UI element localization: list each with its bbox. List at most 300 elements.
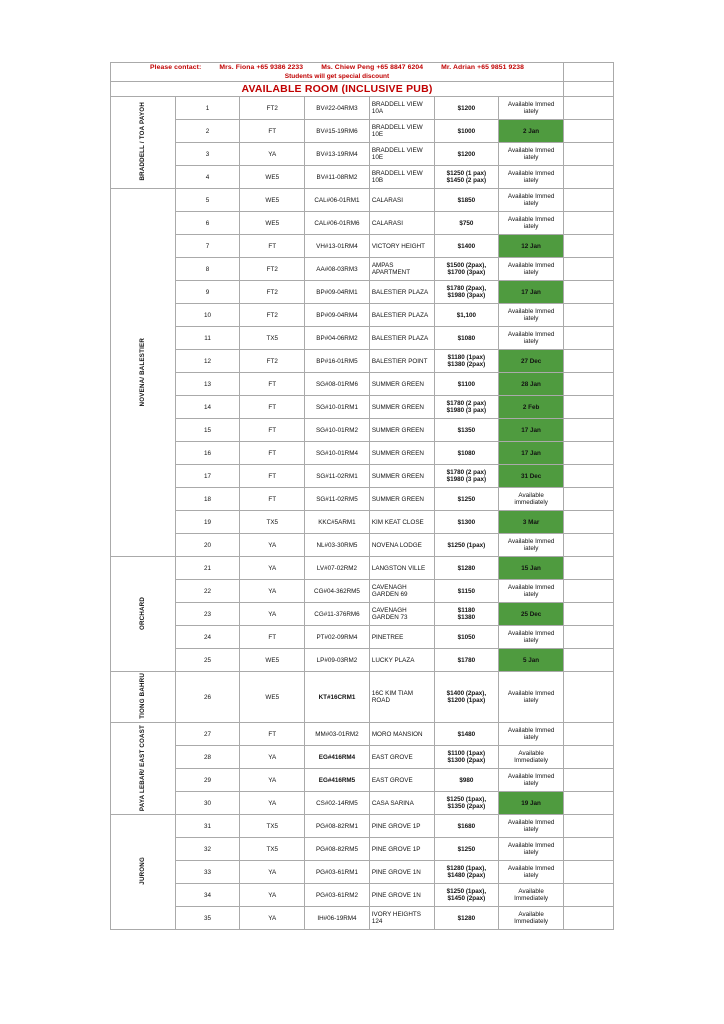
group-label-cell (111, 815, 176, 930)
price-line: $1280 (457, 564, 476, 572)
room-type: FT (240, 465, 305, 488)
availability (499, 442, 564, 465)
unit-code: BV#13-19RM4 (305, 143, 370, 166)
availability-line: iately (523, 223, 539, 231)
availability-line: 31 Dec (520, 472, 542, 480)
contact-header-cell (111, 63, 564, 82)
room-type: FT2 (240, 350, 305, 373)
availability-line: Available Immed (507, 630, 555, 638)
unit-code: BV#22-04RM3 (305, 97, 370, 120)
row-number: 16 (175, 442, 240, 465)
room-type: FT (240, 723, 305, 746)
row-tail-cell (564, 580, 614, 603)
price-line: $1350 (2pax) (447, 803, 486, 811)
room-type: YA (240, 792, 305, 815)
group-label: TIONG BAHRU (138, 673, 146, 720)
availability (499, 746, 564, 769)
availability (499, 603, 564, 626)
availability (499, 373, 564, 396)
property-name: 16C KIM TIAM ROAD (369, 672, 434, 723)
property-name: CALARASI (369, 212, 434, 235)
price-line: $1280 (1pax), (446, 865, 487, 873)
availability-line: immediately (514, 499, 548, 507)
unit-code: KKC#5ARM1 (305, 511, 370, 534)
table-row (111, 815, 614, 838)
price-line: $1380 (2pax) (447, 361, 486, 369)
price-line: $1980 (3 pax) (446, 476, 487, 484)
price (434, 672, 499, 723)
row-tail-cell (564, 304, 614, 327)
price-line: $1180 (457, 607, 475, 615)
room-type: YA (240, 769, 305, 792)
price-line: $1450 (2 pax) (446, 177, 487, 185)
unit-code: MM#03-01RM2 (305, 723, 370, 746)
availability (499, 884, 564, 907)
unit-code: BP#09-04RM1 (305, 281, 370, 304)
row-number: 4 (175, 166, 240, 189)
property-name: CALARASI (369, 189, 434, 212)
row-tail-cell (564, 442, 614, 465)
sheet-title: AVAILABLE ROOM (INCLUSIVE PUB) (241, 83, 433, 96)
group-label-cell (111, 723, 176, 815)
price-line: $1780 (2pax), (446, 285, 487, 293)
availability-line: 15 Jan (521, 564, 541, 572)
property-name: VICTORY HEIGHT (369, 235, 434, 258)
row-tail-cell (564, 511, 614, 534)
table-row (111, 465, 614, 488)
price-line: $1,100 (456, 311, 476, 319)
row-tail-cell (564, 603, 614, 626)
row-tail-cell (564, 350, 614, 373)
unit-code: PG#08-82RM5 (305, 838, 370, 861)
room-type: FT (240, 419, 305, 442)
property-name: BALESTIER PLAZA (369, 327, 434, 350)
price (434, 465, 499, 488)
row-number: 29 (175, 769, 240, 792)
row-tail-cell (564, 419, 614, 442)
room-type: YA (240, 884, 305, 907)
row-tail-cell (564, 465, 614, 488)
row-number: 10 (175, 304, 240, 327)
price-line: $1250 (1 pax) (446, 170, 487, 178)
availability-line: Immediately (514, 895, 549, 903)
row-tail-cell (564, 189, 614, 212)
group-label: PAYA LEBAR/ EAST COAST (138, 724, 146, 811)
availability (499, 166, 564, 189)
availability-line: iately (523, 872, 539, 880)
table-row (111, 723, 614, 746)
unit-code: LV#07-02RM2 (305, 557, 370, 580)
property-name: SUMMER GREEN (369, 419, 434, 442)
price-line: $1080 (457, 334, 476, 342)
availability (499, 672, 564, 723)
room-type: YA (240, 580, 305, 603)
availability-line: 19 Jan (521, 799, 541, 807)
row-tail-cell (564, 626, 614, 649)
price-line: $1400 (457, 242, 476, 250)
unit-code: PG#03-61RM2 (305, 884, 370, 907)
property-name: LANGSTON VILLE (369, 557, 434, 580)
price (434, 580, 499, 603)
price (434, 907, 499, 930)
availability-line: Available (518, 911, 544, 919)
row-tail-cell (564, 327, 614, 350)
contact-entry: Mr. Adrian +65 9851 9238 (441, 64, 524, 71)
group-label-cell (111, 97, 176, 189)
price-line: $1780 (2 pax) (446, 400, 487, 408)
price-line: $1980 (3 pax) (446, 407, 487, 415)
price-line: $1200 (1pax) (447, 697, 486, 705)
row-tail-cell (564, 120, 614, 143)
table-row (111, 603, 614, 626)
available-room-sheet (110, 62, 614, 930)
row-tail-cell (564, 746, 614, 769)
availability-line: iately (523, 734, 539, 742)
availability-line: 17 Jan (521, 426, 541, 434)
contact-entry: Ms. Chiew Peng +65 8847 6204 (321, 64, 424, 71)
discount-note: Students will get special discount (284, 72, 390, 80)
property-name: SUMMER GREEN (369, 396, 434, 419)
price (434, 649, 499, 672)
availability-line: Available Immed (507, 262, 555, 270)
availability (499, 419, 564, 442)
price-line: $1500 (2pax), (446, 262, 487, 270)
table-row (111, 746, 614, 769)
unit-code: CAL#06-01RM6 (305, 212, 370, 235)
unit-code: CG#11-376RM6 (305, 603, 370, 626)
row-tail-cell (564, 557, 614, 580)
availability (499, 350, 564, 373)
availability-line: iately (523, 697, 539, 705)
availability (499, 212, 564, 235)
unit-code: BV#11-08RM2 (305, 166, 370, 189)
room-type: FT (240, 373, 305, 396)
unit-code: CAL#06-01RM1 (305, 189, 370, 212)
available-room-table (110, 62, 614, 930)
price-line: $1250 (457, 845, 476, 853)
table-row (111, 534, 614, 557)
availability-line: iately (523, 269, 539, 277)
availability-line: 28 Jan (521, 380, 541, 388)
row-number: 2 (175, 120, 240, 143)
price-line: $1200 (457, 104, 476, 112)
property-name: EAST GROVE (369, 769, 434, 792)
price (434, 235, 499, 258)
availability-line: Immediately (514, 918, 549, 926)
row-number: 11 (175, 327, 240, 350)
table-row (111, 861, 614, 884)
room-type: YA (240, 907, 305, 930)
room-type: YA (240, 143, 305, 166)
row-number: 26 (175, 672, 240, 723)
property-name: PINE GROVE 1P (369, 815, 434, 838)
room-type: FT (240, 442, 305, 465)
availability-line: Available Immed (507, 773, 555, 781)
unit-code: CS#02-14RM5 (305, 792, 370, 815)
price-line: $1180 (1pax) (447, 354, 486, 362)
price-line: $1450 (2pax) (447, 895, 486, 903)
availability-line: Available Immed (507, 308, 555, 316)
row-number: 5 (175, 189, 240, 212)
property-name: KIM KEAT CLOSE (369, 511, 434, 534)
row-tail-cell (564, 396, 614, 419)
room-type: TX5 (240, 838, 305, 861)
price-line: $1150 (457, 587, 475, 595)
availability-line: Available Immed (507, 842, 555, 850)
row-number: 13 (175, 373, 240, 396)
unit-code: PG#03-61RM1 (305, 861, 370, 884)
availability-line: Available (518, 888, 544, 896)
availability-line: Available Immed (507, 331, 555, 339)
availability (499, 396, 564, 419)
table-row (111, 649, 614, 672)
price-line: $1200 (457, 150, 476, 158)
availability (499, 907, 564, 930)
availability (499, 723, 564, 746)
row-number: 22 (175, 580, 240, 603)
availability-line: Available Immed (507, 584, 555, 592)
table-row (111, 792, 614, 815)
row-tail-cell (564, 235, 614, 258)
availability-line: 27 Dec (520, 357, 542, 365)
price-line: $1680 (457, 822, 476, 830)
row-tail-cell (564, 373, 614, 396)
availability-line: Available Immed (507, 170, 555, 178)
availability (499, 769, 564, 792)
price-line: $1300 (2pax) (447, 757, 486, 765)
price (434, 626, 499, 649)
availability (499, 861, 564, 884)
property-name: CAVENAGH GARDEN 69 (369, 580, 434, 603)
row-number: 7 (175, 235, 240, 258)
availability-line: iately (523, 545, 539, 553)
price (434, 419, 499, 442)
property-name: BALESTIER PLAZA (369, 281, 434, 304)
price (434, 488, 499, 511)
price-line: $980 (459, 776, 474, 784)
price (434, 861, 499, 884)
price-line: $1050 (457, 633, 476, 641)
price (434, 603, 499, 626)
property-name: EAST GROVE (369, 746, 434, 769)
price-line: $750 (459, 219, 474, 227)
availability-line: Available Immed (507, 819, 555, 827)
price-line: $1780 (2 pax) (446, 469, 487, 477)
availability (499, 258, 564, 281)
room-type: YA (240, 534, 305, 557)
table-row (111, 626, 614, 649)
row-number: 24 (175, 626, 240, 649)
row-number: 33 (175, 861, 240, 884)
table-row (111, 166, 614, 189)
room-type: TX5 (240, 511, 305, 534)
availability-line: 17 Jan (521, 288, 541, 296)
price (434, 350, 499, 373)
unit-code: EG#416RM4 (305, 746, 370, 769)
row-number: 6 (175, 212, 240, 235)
price-line: $1250 (457, 495, 476, 503)
availability-line: iately (523, 315, 539, 323)
row-number: 17 (175, 465, 240, 488)
property-name: MORO MANSION (369, 723, 434, 746)
property-name: PINE GROVE 1N (369, 884, 434, 907)
row-number: 23 (175, 603, 240, 626)
row-tail-cell (564, 907, 614, 930)
price-line: $1480 (2pax) (447, 872, 486, 880)
row-number: 18 (175, 488, 240, 511)
availability-line: 12 Jan (521, 242, 541, 250)
row-tail-cell (564, 97, 614, 120)
price (434, 189, 499, 212)
table-row (111, 511, 614, 534)
group-label-cell (111, 672, 176, 723)
row-number: 32 (175, 838, 240, 861)
room-type: FT (240, 396, 305, 419)
price-line: $1300 (457, 518, 476, 526)
price (434, 327, 499, 350)
availability-line: 5 Jan (523, 656, 540, 664)
row-number: 19 (175, 511, 240, 534)
price-line: $1350 (457, 426, 476, 434)
availability-line: iately (523, 637, 539, 645)
property-name: PINE GROVE 1P (369, 838, 434, 861)
table-row (111, 189, 614, 212)
row-tail-cell (564, 649, 614, 672)
property-name: PINETREE (369, 626, 434, 649)
price (434, 442, 499, 465)
row-number: 21 (175, 557, 240, 580)
row-tail-cell (564, 672, 614, 723)
unit-code: PG#08-82RM1 (305, 815, 370, 838)
unit-code: PT#02-09RM4 (305, 626, 370, 649)
room-type: WE5 (240, 212, 305, 235)
table-row (111, 97, 614, 120)
availability-line: 3 Mar (522, 518, 540, 526)
row-tail-cell (564, 281, 614, 304)
row-number: 25 (175, 649, 240, 672)
row-tail-cell (564, 63, 614, 82)
availability (499, 815, 564, 838)
row-number: 1 (175, 97, 240, 120)
table-row (111, 442, 614, 465)
row-tail-cell (564, 143, 614, 166)
table-row (111, 258, 614, 281)
price (434, 746, 499, 769)
availability (499, 327, 564, 350)
table-row (111, 580, 614, 603)
property-name: AMPAS APARTMENT (369, 258, 434, 281)
price-line: $1100 (1pax) (447, 750, 486, 758)
row-number: 34 (175, 884, 240, 907)
group-label: NOVENA/ BALESTIER (138, 337, 146, 406)
property-name: BALESTIER POINT (369, 350, 434, 373)
group-label: JURONG (138, 857, 146, 886)
price (434, 884, 499, 907)
unit-code: BV#15-19RM6 (305, 120, 370, 143)
table-row (111, 557, 614, 580)
group-label-cell (111, 189, 176, 557)
property-name: BRADDELL VIEW 10E (369, 120, 434, 143)
price (434, 723, 499, 746)
availability (499, 488, 564, 511)
availability-line: Available Immed (507, 101, 555, 109)
row-number: 28 (175, 746, 240, 769)
unit-code: EG#416RM5 (305, 769, 370, 792)
price (434, 258, 499, 281)
price (434, 396, 499, 419)
price (434, 120, 499, 143)
availability (499, 97, 564, 120)
row-tail-cell (564, 212, 614, 235)
availability-line: Available Immed (507, 193, 555, 201)
availability (499, 143, 564, 166)
row-number: 35 (175, 907, 240, 930)
room-type: YA (240, 557, 305, 580)
availability-line: iately (523, 591, 539, 599)
property-name: NOVENA LODGE (369, 534, 434, 557)
price-line: $1000 (457, 127, 476, 135)
contact-prefix: Please contact: (149, 64, 202, 71)
unit-code: SG#10-01RM1 (305, 396, 370, 419)
property-name: BRADDELL VIEW 10A (369, 97, 434, 120)
availability (499, 511, 564, 534)
price-line: $1250 (1pax) (447, 541, 486, 549)
row-tail-cell (564, 166, 614, 189)
unit-code: BP#16-01RM5 (305, 350, 370, 373)
availability (499, 557, 564, 580)
room-type: TX5 (240, 815, 305, 838)
table-row (111, 235, 614, 258)
property-name: SUMMER GREEN (369, 373, 434, 396)
unit-code: AA#08-03RM3 (305, 258, 370, 281)
price-line: $1700 (3pax) (447, 269, 486, 277)
row-number: 15 (175, 419, 240, 442)
unit-code: VH#13-01RM4 (305, 235, 370, 258)
row-tail-cell (564, 769, 614, 792)
availability-line: 25 Dec (520, 610, 542, 618)
price (434, 792, 499, 815)
unit-code: CG#04-362RM5 (305, 580, 370, 603)
price-line: $1480 (457, 730, 476, 738)
property-name: BRADDELL VIEW 10B (369, 166, 434, 189)
price (434, 557, 499, 580)
price-line: $1980 (3pax) (447, 292, 486, 300)
contact-entry: Mrs. Fiona +65 9386 2233 (219, 64, 304, 71)
row-tail-cell (564, 815, 614, 838)
availability (499, 626, 564, 649)
room-type: TX5 (240, 327, 305, 350)
unit-code: SG#11-02RM5 (305, 488, 370, 511)
availability-line: Available (518, 750, 544, 758)
price-line: $1280 (457, 914, 476, 922)
price (434, 281, 499, 304)
row-number: 3 (175, 143, 240, 166)
property-name: BALESTIER PLAZA (369, 304, 434, 327)
price (434, 373, 499, 396)
row-tail-cell (564, 884, 614, 907)
row-tail-cell (564, 258, 614, 281)
availability-line: Available Immed (507, 865, 555, 873)
price-line: $1380 (457, 614, 476, 622)
availability (499, 792, 564, 815)
row-tail-cell (564, 534, 614, 557)
availability (499, 189, 564, 212)
room-type: WE5 (240, 189, 305, 212)
table-row (111, 327, 614, 350)
table-row (111, 143, 614, 166)
price-line: $1250 (1pax), (446, 796, 487, 804)
price (434, 143, 499, 166)
